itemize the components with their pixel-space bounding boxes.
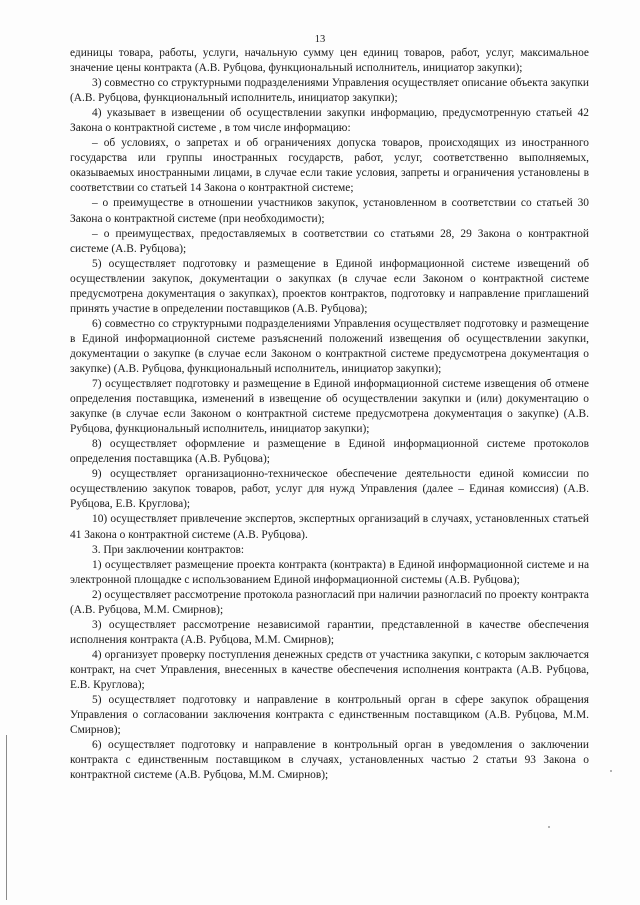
document-body (70, 46, 589, 783)
paragraph-contract-item-4: 4) организует проверку поступления денежных средств от участника закупки, с которым заключается контракт, на счет Управления, внесенных в качестве обеспечения исполнения контракта (А.В. Рубцова, Е.В. Круглова); (70, 648, 589, 691)
paragraph-item-4: 4) указывает в извещении об осуществлении закупки информацию, предусмотренную статьей 42 Закона о контрактной системе , в том числе информацию: (70, 107, 589, 135)
paragraph-dash-restrictions: – об условиях, о запретах и об ограничениях допуска товаров, происходящих из иностранного государства или группы иностранных государств, работ, услуг, соответственно выполняемых, оказываемых иностранными лицами, в случае если такие условия, запреты и ограничения установлены в соответствии со статьей 14 Закона о контрактной системе; (70, 137, 589, 195)
paragraph-contract-item-1: 1) осуществляет размещение проекта контракта (контракта) в Единой информационной системе и на электронной площадке с использованием Единой информационной системы (А.В. Рубцова); (70, 558, 589, 586)
paragraph-item-3: 3) совместно со структурными подразделениями Управления осуществляет описание объекта закупки (А.В. Рубцова, функциональный исполнитель, инициатор закупки); (70, 77, 589, 105)
paragraph-contract-item-6: 6) осуществляет подготовку и направление в контрольный орган в уведомления о заключении контракта с единственным поставщиком в случаях, установленных частью 2 статьи 93 Закона о контрактной системе (А.В. Рубцова, М.М. Смирнов); (70, 739, 589, 782)
paragraph-contract-item-2: 2) осуществляет рассмотрение протокола разногласий при наличии разногласий по проекту контракта (А.В. Рубцова, М.М. Смирнов); (70, 588, 589, 616)
paragraph-item-5: 5) осуществляет подготовку и размещение в Единой информационной системе извещений об осуществлении закупок, документации о закупках (в случае если Законом о контрактной системе предусмотрена документация о закупках), проектов контрактов, подготовку и направление приглашений принять участие в определении поставщиков (А.В. Рубцова); (70, 257, 589, 315)
paragraph-item-6: 6) совместно со структурными подразделениями Управления осуществляет подготовку и размещение в Единой информационной системе разъяснений положений извещения об осуществлении закупки, документации о закупке (в случае если Законом о контрактной системе предусмотрена документация о закупке) (А.В. Рубцова, функциональный исполнитель, инициатор закупки); (70, 317, 589, 375)
paragraph-dash-advantages: – о преимуществах, предоставляемых в соответствии со статьями 28, 29 Закона о контрактной системе (А.В. Рубцова); (70, 227, 589, 255)
page-number: 13 (314, 34, 326, 45)
scan-speck (610, 770, 612, 772)
paragraph-item-8: 8) осуществляет оформление и размещение в Единой информационной системе протоколов определения поставщика (А.В. Рубцова); (70, 438, 589, 466)
scan-edge-line (6, 735, 7, 900)
paragraph-item-7: 7) осуществляет подготовку и размещение в Единой информационной системе извещения об отмене определения поставщика, изменений в извещение об осуществлении закупки и (или) документацию о закупке (в случае если Законом о контрактной системе предусмотрена документация о закупке) (А.В. Рубцова, функциональный исполнитель, инициатор закупки); (70, 378, 589, 436)
paragraph-contract-item-5: 5) осуществляет подготовку и направление в контрольный орган в сфере закупок обращения Управления о согласовании заключения контракта с единственным поставщиком (А.В. Рубцова, М.М. Смирнов); (70, 694, 589, 737)
paragraph-dash-advantage: – о преимуществе в отношении участников закупок, установленном в соответствии со статьей 30 Закона о контрактной системе (при необходимости); (70, 197, 589, 225)
paragraph-item-9: 9) осуществляет организационно-техническое обеспечение деятельности единой комиссии по осуществлению закупок товаров, работ, услуг для нужд Управления (далее – Единая комиссия) (А.В. Рубцова, Е.В. Круглова); (70, 468, 589, 511)
section-heading-contracts: 3. При заключении контрактов: (92, 543, 245, 556)
scan-speck (548, 826, 550, 828)
paragraph-continuation: единицы товара, работы, услуги, начальную сумму цен единиц товаров, работ, услуг, максимальное значение цены контракта (А.В. Рубцова, функциональный исполнитель, инициатор закупки); (70, 47, 589, 75)
paragraph-item-10: 10) осуществляет привлечение экспертов, экспертных организаций в случаях, установленных статьей 41 Закона о контрактной системе (А.В. Рубцова). (70, 513, 589, 541)
paragraph-contract-item-3: 3) осуществляет рассмотрение независимой гарантии, представленной в качестве обеспечения исполнения контракта (А.В. Рубцова, М.М. Смирнов); (70, 618, 589, 646)
